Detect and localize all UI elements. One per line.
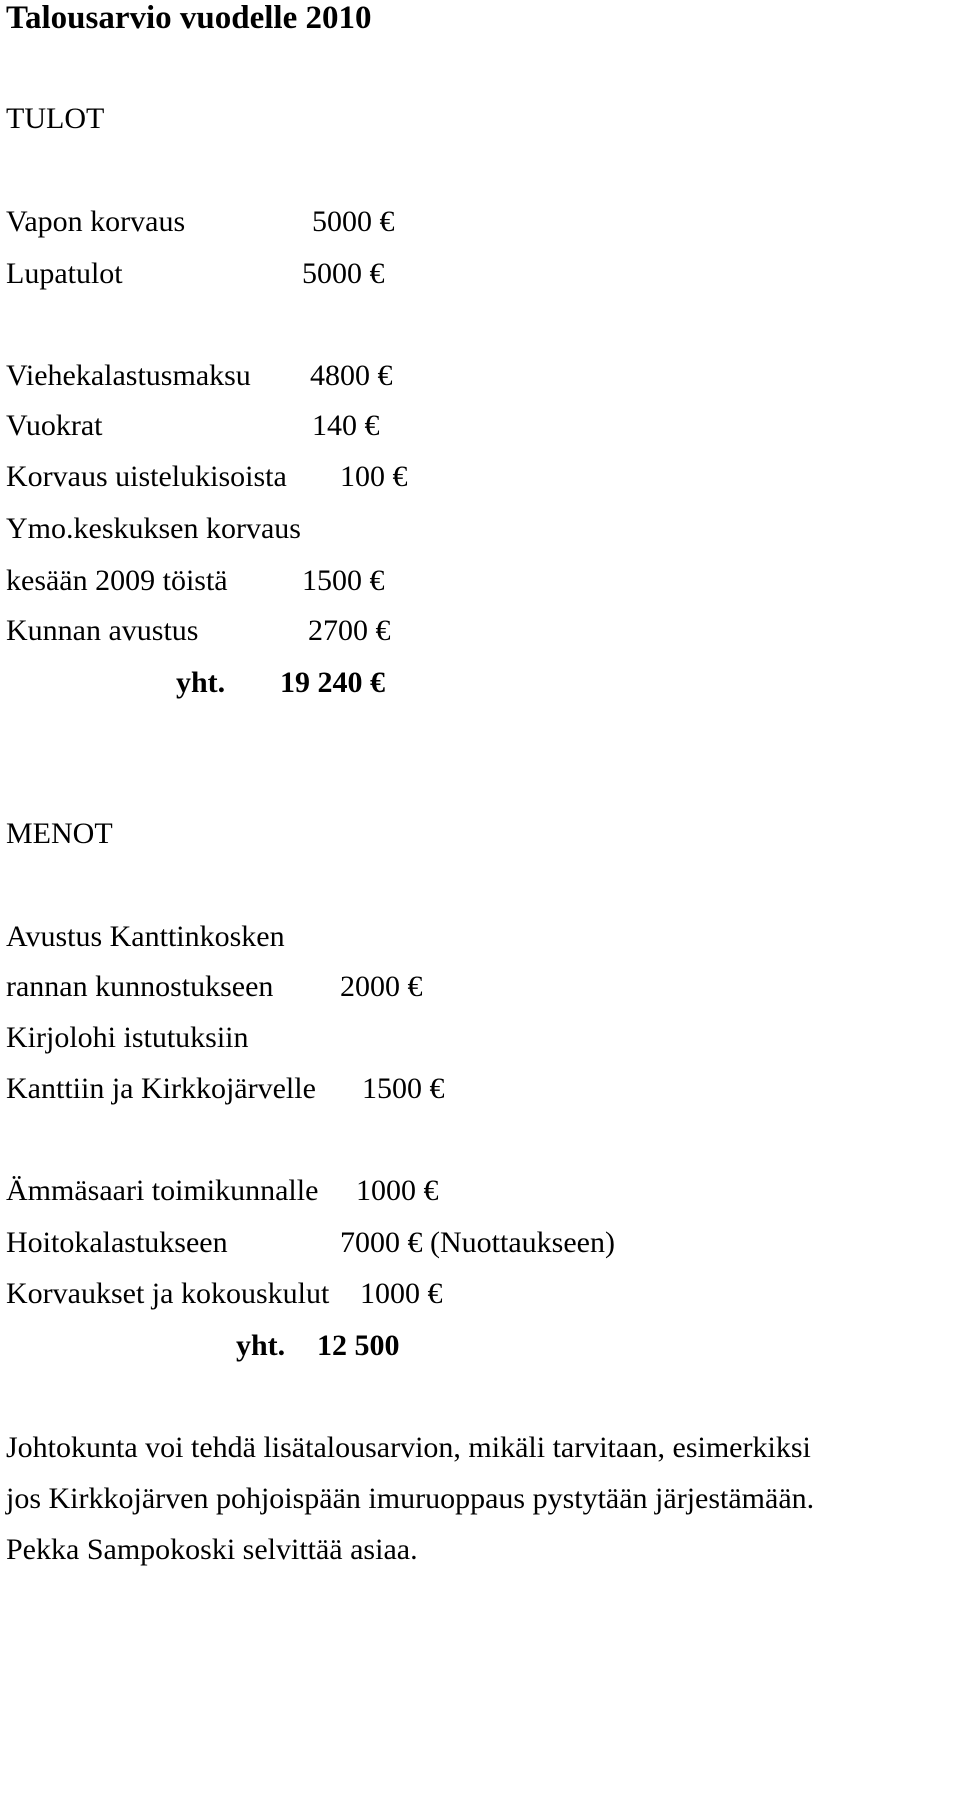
- expense-row-label: Hoitokalastukseen: [6, 1226, 228, 1259]
- expense-row-amount: 1000 €: [360, 1277, 443, 1310]
- document-title: Talousarvio vuodelle 2010: [6, 0, 372, 36]
- expenses-total-label: yht.: [236, 1329, 286, 1362]
- expense-row-label: Kirjolohi istutuksiin: [6, 1021, 249, 1054]
- income-row-amount: 4800 €: [310, 359, 393, 392]
- expense-row-label: Korvaukset ja kokouskulut: [6, 1277, 330, 1310]
- expense-row-label: Ämmäsaari toimikunnalle: [6, 1174, 319, 1207]
- expense-row-amount: 2000 €: [340, 970, 423, 1003]
- expense-row-amount: 1500 €: [362, 1072, 445, 1105]
- expense-row-amount: 1000 €: [356, 1174, 439, 1207]
- expense-row-label: Avustus Kanttinkosken: [6, 920, 285, 953]
- income-row-amount: 5000 €: [312, 205, 395, 238]
- expenses-total-value: 12 500: [317, 1329, 400, 1362]
- income-row-label: Korvaus uistelukisoista: [6, 460, 287, 493]
- income-row-amount: 2700 €: [308, 614, 391, 647]
- income-row-label: Kunnan avustus: [6, 614, 199, 647]
- income-heading: TULOT: [6, 102, 105, 135]
- expense-row-amount: 7000 € (Nuottaukseen): [340, 1226, 615, 1259]
- expenses-heading: MENOT: [6, 817, 113, 850]
- income-row-amount: 5000 €: [302, 257, 385, 290]
- income-row-amount: 100 €: [340, 460, 408, 493]
- income-row-label: Ymo.keskuksen korvaus: [6, 512, 301, 545]
- note-line: Johtokunta voi tehdä lisätalousarvion, mikäli tarvitaan, esimerkiksi: [6, 1431, 811, 1464]
- income-row-amount: 140 €: [312, 409, 380, 442]
- income-row-label: Vuokrat: [6, 409, 103, 442]
- income-row-label: Vapon korvaus: [6, 205, 186, 238]
- note-line: jos Kirkkojärven pohjoispään imuruoppaus pystytään järjestämään.: [6, 1482, 815, 1515]
- income-total-label: yht.: [176, 666, 226, 699]
- income-total-value: 19 240 €: [280, 666, 385, 699]
- note-line: Pekka Sampokoski selvittää asiaa.: [6, 1533, 418, 1566]
- expense-row-label: rannan kunnostukseen: [6, 970, 274, 1003]
- income-row-label: Lupatulot: [6, 257, 123, 290]
- income-row-amount: 1500 €: [302, 564, 385, 597]
- expense-row-label: Kanttiin ja Kirkkojärvelle: [6, 1072, 316, 1105]
- income-row-label: kesään 2009 töistä: [6, 564, 228, 597]
- income-row-label: Viehekalastusmaksu: [6, 359, 251, 392]
